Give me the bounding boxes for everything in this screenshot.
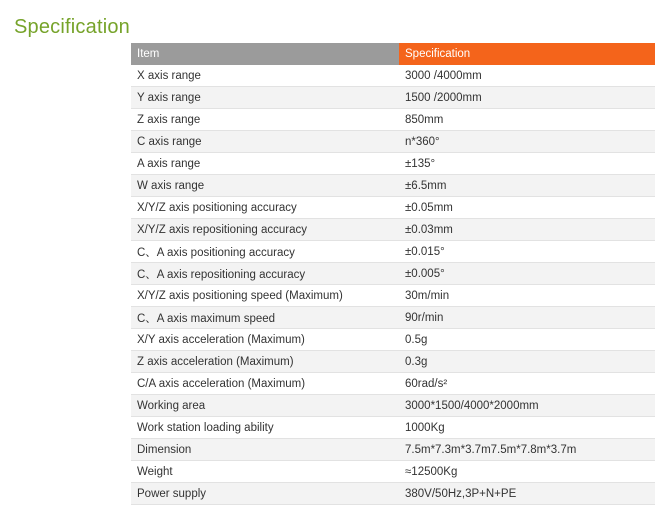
cell-specification: 0.3g <box>399 351 655 373</box>
page-title: Specification <box>14 16 130 38</box>
cell-item: X/Y/Z axis positioning speed (Maximum) <box>131 285 399 307</box>
specification-table-container <box>131 43 639 505</box>
table-row <box>131 351 655 373</box>
table-row <box>131 329 655 351</box>
table-row <box>131 197 655 219</box>
cell-specification: 60rad/s² <box>399 373 655 395</box>
cell-specification: n*360° <box>399 131 655 153</box>
table-row <box>131 285 655 307</box>
cell-item: W axis range <box>131 175 399 197</box>
cell-item: A axis range <box>131 153 399 175</box>
table-row <box>131 395 655 417</box>
cell-item: X axis range <box>131 65 399 87</box>
table-row <box>131 461 655 483</box>
table-row <box>131 483 655 505</box>
table-body <box>131 65 655 505</box>
cell-item: Weight <box>131 461 399 483</box>
cell-specification: 1000Kg <box>399 417 655 439</box>
cell-specification: 380V/50Hz,3P+N+PE <box>399 483 655 505</box>
table-row <box>131 109 655 131</box>
table-header-row <box>131 43 655 65</box>
cell-item: C/A axis acceleration (Maximum) <box>131 373 399 395</box>
cell-item: C、A axis positioning accuracy <box>131 241 399 263</box>
table-header <box>131 43 655 65</box>
table-row <box>131 219 655 241</box>
cell-specification: ±0.03mm <box>399 219 655 241</box>
table-row <box>131 439 655 461</box>
cell-item: Working area <box>131 395 399 417</box>
cell-specification: 0.5g <box>399 329 655 351</box>
column-header-item: Item <box>131 43 399 65</box>
table-row <box>131 65 655 87</box>
cell-specification: 90r/min <box>399 307 655 329</box>
cell-specification: 30m/min <box>399 285 655 307</box>
cell-specification: ±6.5mm <box>399 175 655 197</box>
table-row <box>131 131 655 153</box>
cell-item: Power supply <box>131 483 399 505</box>
table-row <box>131 175 655 197</box>
cell-specification: ±135° <box>399 153 655 175</box>
table-row <box>131 373 655 395</box>
table-row <box>131 263 655 285</box>
cell-specification: 850mm <box>399 109 655 131</box>
cell-item: C axis range <box>131 131 399 153</box>
cell-item: Z axis range <box>131 109 399 131</box>
cell-specification: ≈12500Kg <box>399 461 655 483</box>
table-row <box>131 153 655 175</box>
cell-item: X/Y/Z axis positioning accuracy <box>131 197 399 219</box>
cell-specification: 1500 /2000mm <box>399 87 655 109</box>
cell-specification: ±0.05mm <box>399 197 655 219</box>
cell-item: Z axis acceleration (Maximum) <box>131 351 399 373</box>
cell-item: C、A axis maximum speed <box>131 307 399 329</box>
specification-table <box>131 43 655 505</box>
cell-item: Work station loading ability <box>131 417 399 439</box>
cell-specification: 7.5m*7.3m*3.7m7.5m*7.8m*3.7m <box>399 439 655 461</box>
cell-item: C、A axis repositioning accuracy <box>131 263 399 285</box>
cell-specification: ±0.015° <box>399 241 655 263</box>
cell-item: X/Y axis acceleration (Maximum) <box>131 329 399 351</box>
cell-specification: 3000 /4000mm <box>399 65 655 87</box>
cell-specification: ±0.005° <box>399 263 655 285</box>
table-row <box>131 417 655 439</box>
cell-item: Y axis range <box>131 87 399 109</box>
column-header-specification: Specification <box>399 43 655 65</box>
cell-specification: 3000*1500/4000*2000mm <box>399 395 655 417</box>
cell-item: X/Y/Z axis repositioning accuracy <box>131 219 399 241</box>
table-row <box>131 87 655 109</box>
table-row <box>131 307 655 329</box>
table-row <box>131 241 655 263</box>
cell-item: Dimension <box>131 439 399 461</box>
